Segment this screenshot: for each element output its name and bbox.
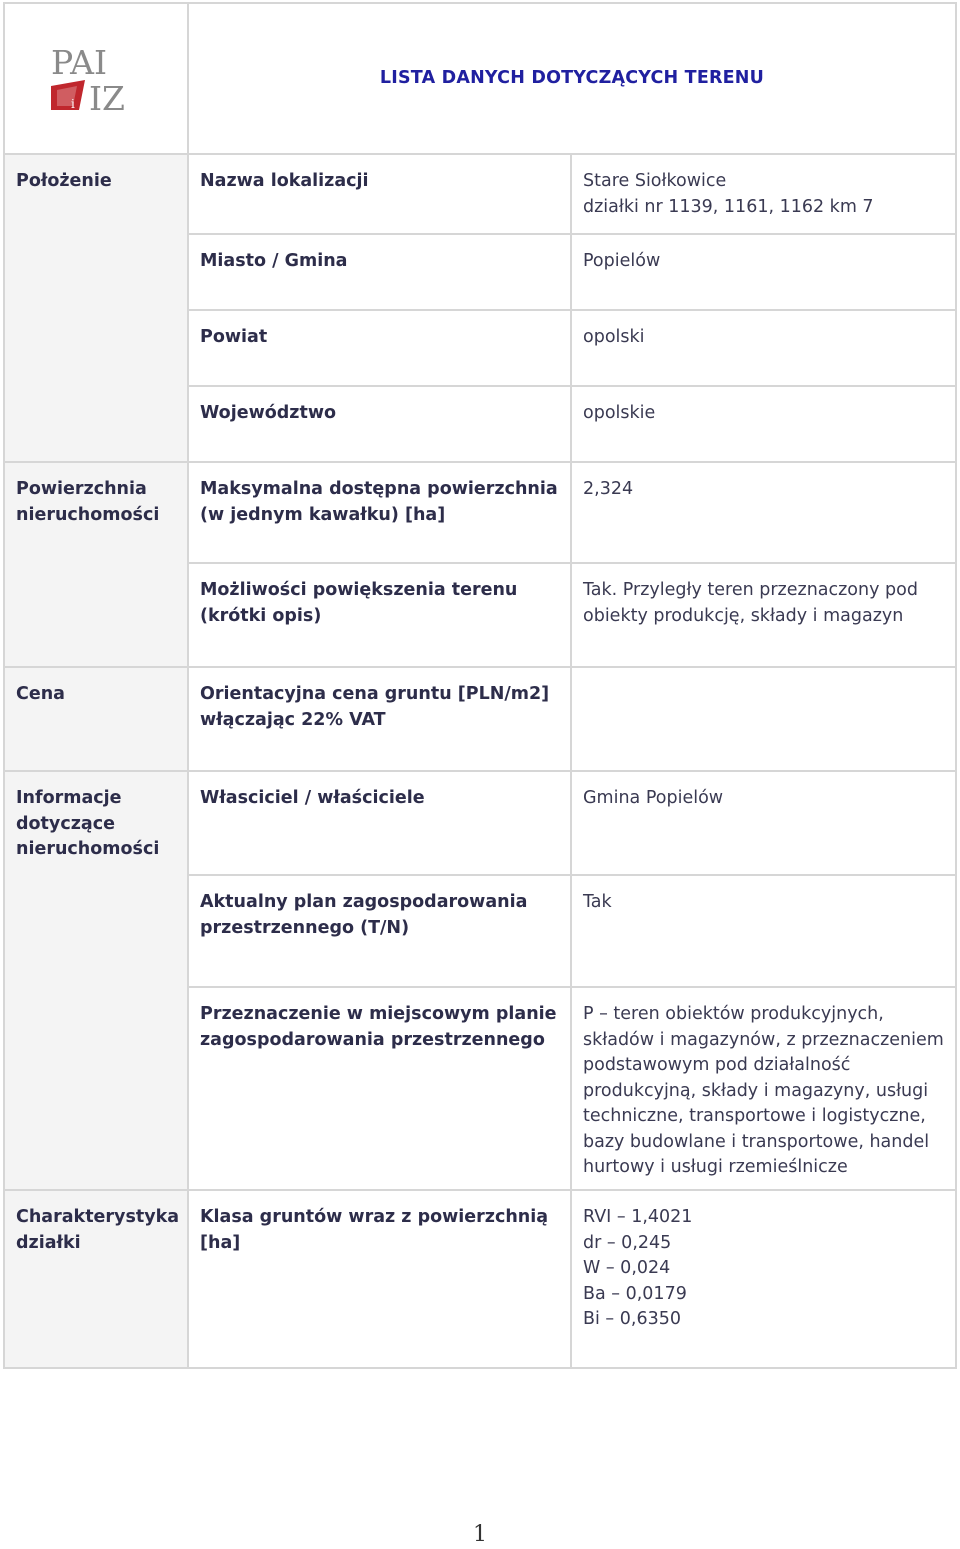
category-informacje-cont [3,988,189,1191]
category-charakterystyka: Charakterystyka działki [3,1191,189,1369]
category-cena: Cena [3,668,189,772]
label-wlasciciel: Własciciel / właściciele [189,772,572,876]
value-klasa-gruntow: RVI – 1,4021 dr – 0,245 W – 0,024 Ba – 0,0179 Bi – 0,6350 [572,1191,957,1369]
value-przeznaczenie: P – teren obiektów produkcyjnych, składów i magazynów, z przeznaczeniem podstawowym pod działalność produkcyjną, składy i magazyny, usługi techniczne, transportowe i logistyczne, bazy budowlane i transportowe, handel hurtowy i usługi rzemieślnicze [572,988,957,1191]
value-aktualny-plan: Tak [572,876,957,988]
page-number: 1 [473,1522,487,1547]
value-miasto-gmina: Popielów [572,235,957,311]
category-powierzchnia: Powierzchnia nieruchomości [3,463,189,564]
value-powiat: opolski [572,311,957,387]
data-sheet [3,2,957,1369]
category-polozenie-cont [3,235,189,311]
logo-cell [3,2,189,155]
logo-text-bottom: IZ [89,78,125,114]
category-polozenie-cont [3,311,189,387]
paiiz-logo [49,44,135,114]
label-orientacyjna-cena: Orientacyjna cena gruntu [PLN/m2] włączając 22% VAT [189,668,572,772]
category-informacje-cont [3,876,189,988]
label-mozliwosci-powiekszenia: Możliwości powiększenia terenu (krótki opis) [189,564,572,668]
label-klasa-gruntow: Klasa gruntów wraz z powierzchnią [ha] [189,1191,572,1369]
label-wojewodztwo: Województwo [189,387,572,463]
logo-text-top: PAI [51,43,108,82]
label-miasto-gmina: Miasto / Gmina [189,235,572,311]
site-data-table [3,2,957,1369]
category-polozenie-cont [3,387,189,463]
category-informacje: Informacje dotyczące nieruchomości [3,772,189,876]
label-powiat: Powiat [189,311,572,387]
label-przeznaczenie: Przeznaczenie w miejscowym planie zagospodarowania przestrzennego [189,988,572,1191]
label-aktualny-plan: Aktualny plan zagospodarowania przestrzennego (T/N) [189,876,572,988]
value-wlasciciel: Gmina Popielów [572,772,957,876]
value-nazwa-lokalizacji: Stare Siołkowice działki nr 1139, 1161, 1162 km 7 [572,155,957,235]
label-max-powierzchnia: Maksymalna dostępna powierzchnia (w jednym kawałku) [ha] [189,463,572,564]
value-max-powierzchnia: 2,324 [572,463,957,564]
label-nazwa-lokalizacji: Nazwa lokalizacji [189,155,572,235]
value-mozliwosci-powiekszenia: Tak. Przyległy teren przeznaczony pod obiekty produkcję, składy i magazyn [572,564,957,668]
logo-small-i: i [71,96,75,111]
document-title: LISTA DANYCH DOTYCZĄCYCH TERENU [189,2,957,155]
category-polozenie: Położenie [3,155,189,235]
value-wojewodztwo: opolskie [572,387,957,463]
value-orientacyjna-cena [572,668,957,772]
category-powierzchnia-cont [3,564,189,668]
